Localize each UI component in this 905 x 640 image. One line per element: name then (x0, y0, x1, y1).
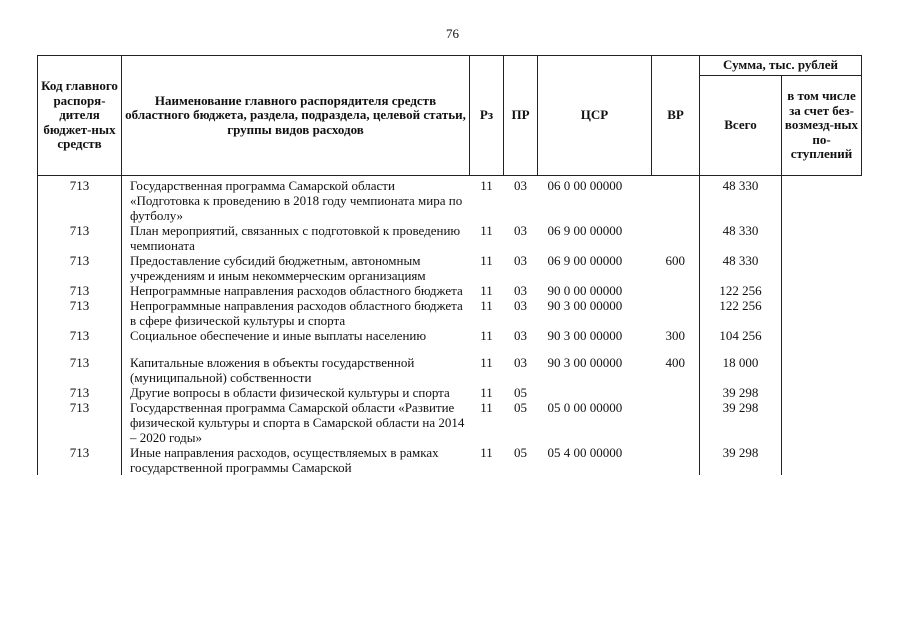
cell-code: 713 (38, 445, 122, 475)
cell-csr (538, 385, 652, 400)
cell-name: Непрограммные направления расходов областного бюджета (130, 283, 463, 298)
cell-pr: 03 (514, 283, 527, 298)
cell-pr: 05 (514, 400, 527, 415)
cell-vr (652, 400, 700, 445)
header-code: Код главного распоря-дителя бюджет-ных средств (38, 56, 122, 176)
table-row (38, 283, 862, 298)
cell-vr (652, 176, 700, 224)
cell-rz: 11 (480, 253, 493, 268)
cell-pr: 03 (514, 328, 527, 343)
cell-csr: 05 4 00 00000 (547, 445, 623, 460)
cell-total: 39 298 (700, 445, 782, 475)
cell-pr: 03 (514, 178, 527, 193)
cell-free (782, 385, 862, 400)
cell-vr: 600 (665, 253, 685, 268)
header-rz: Рз (470, 56, 504, 176)
cell-vr (652, 223, 700, 253)
header-name: Наименование главного распорядителя средств областного бюджета, раздела, подраздела, целевой статьи, группы видов расходов (122, 56, 470, 176)
table-header (38, 56, 862, 176)
cell-free (782, 176, 862, 224)
table-row (38, 298, 862, 328)
cell-free (782, 328, 862, 343)
cell-total: 48 330 (700, 253, 782, 283)
cell-code: 713 (38, 328, 122, 343)
cell-free (782, 400, 862, 445)
cell-name: Капитальные вложения в объекты государственной (муниципальной) собственности (130, 355, 415, 385)
table-row (38, 223, 862, 253)
header-pr: ПР (504, 56, 538, 176)
header-total: Всего (700, 76, 782, 176)
cell-rz: 11 (480, 223, 493, 238)
cell-total: 122 256 (700, 283, 782, 298)
cell-rz: 11 (480, 400, 493, 415)
cell-code: 713 (38, 283, 122, 298)
page-number: 76 (446, 26, 459, 41)
cell-total: 39 298 (700, 400, 782, 445)
cell-rz: 11 (480, 328, 493, 343)
cell-code: 713 (38, 253, 122, 283)
cell-code: 713 (38, 343, 122, 385)
cell-total: 48 330 (700, 223, 782, 253)
cell-vr (652, 385, 700, 400)
cell-pr: 03 (514, 253, 527, 268)
cell-rz: 11 (480, 298, 493, 313)
cell-free (782, 298, 862, 328)
cell-name: Иные направления расходов, осуществляемых в рамках государственной программы Самарской (130, 445, 439, 475)
cell-name: План мероприятий, связанных с подготовкой к проведению чемпионата (130, 223, 461, 253)
cell-free (782, 343, 862, 385)
cell-free (782, 445, 862, 475)
cell-name: Предоставление субсидий бюджетным, автономным учреждениям и иным некоммерческим организациям (130, 253, 426, 283)
cell-rz: 11 (480, 445, 493, 460)
cell-rz: 11 (480, 385, 493, 400)
cell-rz: 11 (480, 283, 493, 298)
table-row (38, 385, 862, 400)
cell-total: 122 256 (700, 298, 782, 328)
cell-total: 18 000 (700, 343, 782, 385)
cell-csr: 90 3 00 00000 (547, 298, 623, 313)
cell-total: 48 330 (700, 176, 782, 224)
header-free: в том числе за счет без-возмезд-ных по-ступлений (782, 76, 862, 176)
cell-vr (652, 283, 700, 298)
cell-csr: 90 0 00 00000 (547, 283, 623, 298)
cell-pr: 05 (514, 385, 527, 400)
cell-csr: 90 3 00 00000 (547, 355, 623, 370)
table-row (38, 176, 862, 224)
budget-table (37, 55, 862, 475)
cell-vr (652, 298, 700, 328)
cell-code: 713 (38, 176, 122, 224)
cell-free (782, 253, 862, 283)
cell-free (782, 283, 862, 298)
cell-pr: 03 (514, 223, 527, 238)
table-row (38, 445, 862, 475)
cell-name: Государственная программа Самарской области «Подготовка к проведению в 2018 году чемпионата мира по футболу» (130, 178, 463, 223)
cell-vr (652, 445, 700, 475)
cell-csr: 05 0 00 00000 (547, 400, 623, 415)
cell-code: 713 (38, 223, 122, 253)
cell-pr: 05 (514, 445, 527, 460)
cell-code: 713 (38, 385, 122, 400)
header-sum: Сумма, тыс. рублей (700, 56, 862, 76)
table-row (38, 328, 862, 343)
cell-name: Непрограммные направления расходов областного бюджета в сфере физической культуры и спорта (130, 298, 463, 328)
table-row (38, 253, 862, 283)
cell-code: 713 (38, 400, 122, 445)
cell-name: Социальное обеспечение и иные выплаты населению (130, 328, 427, 343)
cell-total: 104 256 (700, 328, 782, 343)
table-row (38, 400, 862, 445)
cell-csr: 06 9 00 00000 (547, 223, 623, 238)
cell-rz: 11 (480, 178, 493, 193)
cell-name: Другие вопросы в области физической культуры и спорта (130, 385, 450, 400)
cell-vr: 300 (665, 328, 685, 343)
header-csr: ЦСР (538, 56, 652, 176)
cell-code: 713 (38, 298, 122, 328)
cell-csr: 06 9 00 00000 (547, 253, 623, 268)
cell-vr: 400 (665, 355, 685, 370)
header-vr: ВР (652, 56, 700, 176)
cell-csr: 06 0 00 00000 (547, 178, 623, 193)
table-row (38, 343, 862, 385)
table-body (38, 176, 862, 476)
cell-free (782, 223, 862, 253)
cell-rz: 11 (480, 355, 493, 370)
cell-total: 39 298 (700, 385, 782, 400)
cell-name: Государственная программа Самарской области «Развитие физической культуры и спорта в Самарской области на 2014 – 2020 годы» (130, 400, 465, 445)
cell-pr: 03 (514, 355, 527, 370)
cell-pr: 03 (514, 298, 527, 313)
cell-csr: 90 3 00 00000 (547, 328, 623, 343)
